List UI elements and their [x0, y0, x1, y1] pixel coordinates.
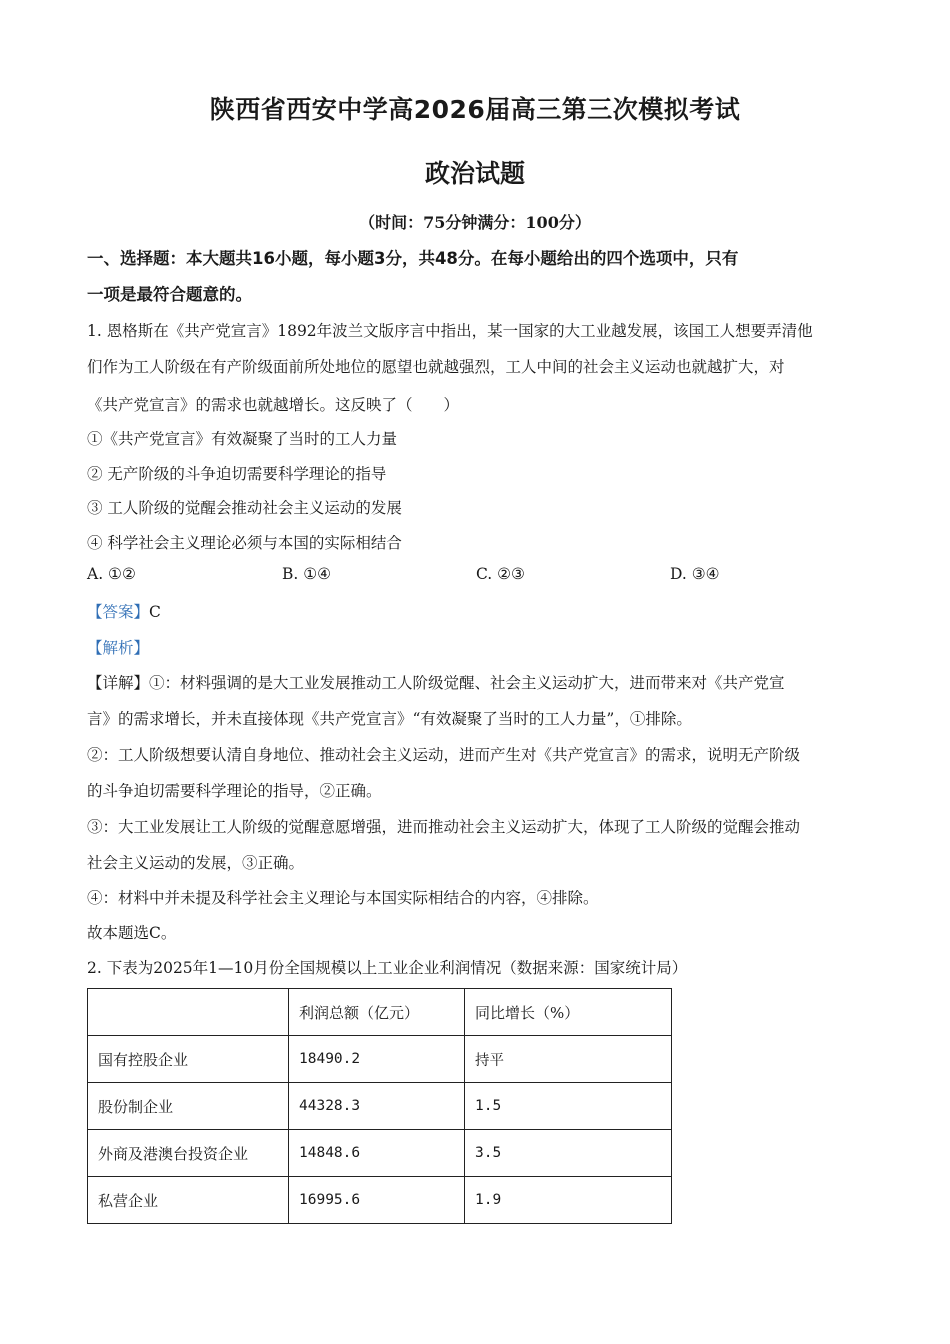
table-cell-growth: 1.5	[465, 1083, 672, 1130]
exam-title: 陕西省西安中学高2026届高三第三次模拟考试	[209, 95, 741, 124]
table-header-cell: 利润总额（亿元）	[289, 989, 465, 1036]
q1-statement-1: ①《共产党宣言》有效凝聚了当时的工人力量	[87, 430, 398, 448]
q1-option-a: A. ①②	[87, 565, 136, 583]
answer-label: 【答案】	[87, 603, 150, 621]
time-info: （时间：75分钟满分：100分）	[359, 213, 591, 232]
detail-line-8: 故本题选C。	[87, 924, 177, 942]
table-header-row	[88, 989, 672, 1036]
section-heading	[87, 241, 867, 313]
table-cell-profit: 44328.3	[289, 1083, 465, 1130]
detail-line-1: 【详解】①：材料强调的是大工业发展推动工人阶级觉醒、社会主义运动扩大，进而带来对《共产党宣	[87, 674, 785, 692]
detail-line-7: ④：材料中并未提及科学社会主义理论与本国实际相结合的内容，④排除。	[87, 889, 599, 907]
q1-option-d: D. ③④	[670, 565, 720, 583]
detail-line-5: ③：大工业发展让工人阶级的觉醒意愿增强，进而推动社会主义运动扩大，体现了工人阶级的觉醒会推动	[87, 818, 801, 836]
q1-statement-3: ③ 工人阶级的觉醒会推动社会主义运动的发展	[87, 499, 402, 517]
section-heading-line1: 一、选择题：本大题共16小题，每小题3分，共48分。在每小题给出的四个选项中，只有	[87, 249, 739, 268]
q2-stem: 2. 下表为2025年1—10月份全国规模以上工业企业利润情况（数据来源：国家统计局）	[87, 959, 688, 977]
subject-title: 政治试题	[424, 159, 525, 188]
table-cell-enterprise: 国有控股企业	[88, 1036, 289, 1083]
section-heading-line2: 一项是最符合题意的。	[87, 285, 252, 304]
table-cell-growth: 1.9	[465, 1177, 672, 1224]
table-row	[88, 1036, 672, 1083]
q1-stem-line1: 1. 恩格斯在《共产党宣言》1892年波兰文版序言中指出，某一国家的大工业越发展，该国工人想要弄清他	[87, 322, 813, 340]
table-header-cell: 同比增长（%）	[465, 989, 672, 1036]
table-cell-enterprise: 外商及港澳台投资企业	[88, 1130, 289, 1177]
q1-option-b: B. ①④	[282, 565, 332, 583]
table-cell-enterprise: 私营企业	[88, 1177, 289, 1224]
detail-line-6: 社会主义运动的发展，③正确。	[87, 854, 305, 872]
q1-stem-line3: 《共产党宣言》的需求也就越增长。这反映了（ ）	[87, 396, 460, 414]
table-row	[88, 1083, 672, 1130]
table-header-cell	[88, 989, 289, 1036]
q1-statement-4: ④ 科学社会主义理论必须与本国的实际相结合	[87, 534, 402, 552]
detail-line-2: 言》的需求增长，并未直接体现《共产党宣言》“有效凝聚了当时的工人力量”，①排除。	[87, 710, 692, 728]
table-cell-profit: 18490.2	[289, 1036, 465, 1083]
table-cell-profit: 14848.6	[289, 1130, 465, 1177]
q1-stem-line2: 们作为工人阶级在有产阶级面前所处地位的愿望也就越强烈，工人中间的社会主义运动也就越扩大，对	[87, 358, 785, 376]
table-row	[88, 1130, 672, 1177]
table-cell-profit: 16995.6	[289, 1177, 465, 1224]
table-row	[88, 1177, 672, 1224]
q1-statement-2: ② 无产阶级的斗争迫切需要科学理论的指导	[87, 465, 387, 483]
table-cell-growth: 3.5	[465, 1130, 672, 1177]
q1-option-c: C. ②③	[476, 565, 525, 583]
analysis-label: 【解析】	[87, 639, 150, 657]
detail-line-4: 的斗争迫切需要科学理论的指导，②正确。	[87, 782, 382, 800]
detail-line-3: ②：工人阶级想要认清自身地位、推动社会主义运动，进而产生对《共产党宣言》的需求，说明无产阶级	[87, 746, 801, 764]
profit-table	[87, 988, 672, 1224]
table-cell-enterprise: 股份制企业	[88, 1083, 289, 1130]
table-cell-growth: 持平	[465, 1036, 672, 1083]
q1-answer	[87, 600, 877, 622]
answer-value: C	[149, 603, 161, 621]
